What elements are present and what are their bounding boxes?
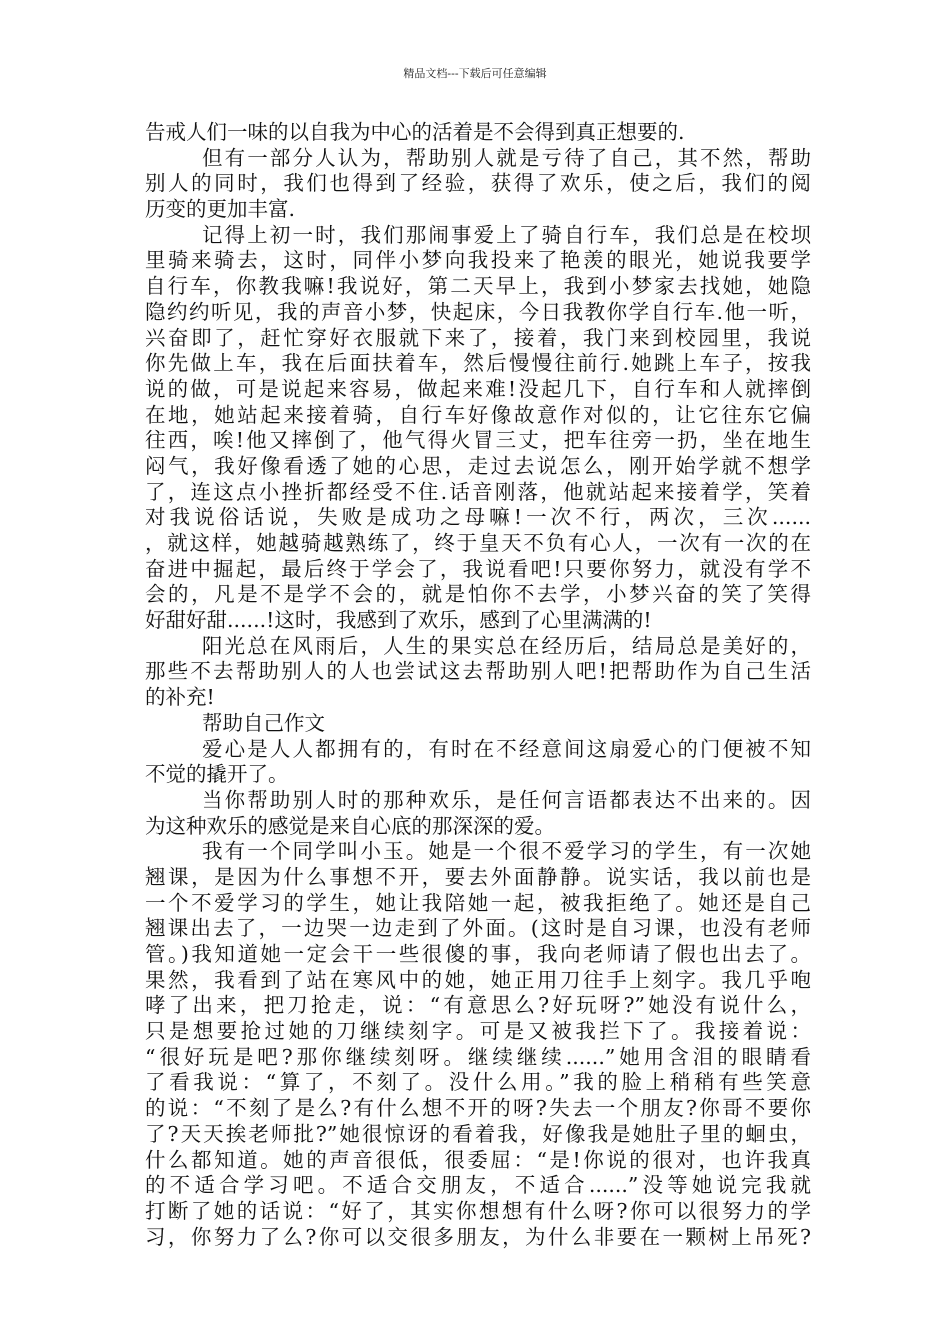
text-line: 管。)我知道她一定会干一些很傻的事，我向老师请了假也出去了。: [145, 942, 811, 966]
text-line: 别人的同时，我们也得到了经验，获得了欢乐，使之后，我们的阅: [145, 171, 811, 196]
text-line: 好甜好甜......!这时，我感到了欢乐，感到了心里满满的!: [145, 608, 652, 633]
text-line: 习，你努力了么?你可以交很多朋友，为什么非要在一颗树上吊死?: [145, 1224, 811, 1249]
text-line: “很好玩是吧?那你继续刻呀。继续继续......”她用含泪的眼睛看: [145, 1044, 811, 1069]
text-line: 说的做，可是说起来容易，做起来难!没起几下，自行车和人就摔倒: [145, 376, 811, 401]
text-line: 的说：“不刻了是么?有什么想不开的呀?失去一个朋友?你哥不要你: [145, 1096, 811, 1121]
text-line: 当你帮助别人时的那种欢乐，是任何言语都表达不出来的。因: [202, 787, 811, 812]
text-line: 会的，凡是不是学不会的，就是怕你不去学，小梦兴奋的笑了笑得: [145, 582, 811, 607]
text-line: 自行车，你教我嘛!我说好，第二天早上，我到小梦家去找她，她隐: [145, 274, 811, 299]
text-line: 哮了出来，把刀抢走，说：“有意思么?好玩呀?”她没有说什么，: [145, 993, 811, 1018]
text-line: 了，连这点小挫折都经受不住.话音刚落，他就站起来接着学，笑着: [145, 479, 811, 504]
text-line: 什么都知道。她的声音很低，很委屈：“是!你说的很对，也许我真: [145, 1147, 811, 1172]
text-line: 不觉的撬开了。: [145, 762, 289, 787]
text-line: 闷气，我好像看透了她的心思，走过去说怎么，刚开始学就不想学: [145, 453, 811, 478]
text-line: 兴奋即了，赶忙穿好衣服就下来了，接着，我门来到校园里，我说: [145, 325, 811, 350]
text-line: 里骑来骑去，这时，同伴小梦向我投来了艳羡的眼光，她说我要学: [145, 248, 811, 273]
text-line: 隐约约听见，我的声音小梦，快起床，今日我教你学自行车.他一听，: [145, 299, 811, 324]
text-line: 只是想要抢过她的刀继续刻字。可是又被我拦下了。我接着说：: [145, 1019, 811, 1044]
text-line: 往西，唉!他又摔倒了，他气得火冒三丈，把车往旁一扔，坐在地生: [145, 428, 811, 453]
text-line: 一个不爱学习的学生，她让我陪她一起，被我拒绝了。她还是自己: [145, 890, 811, 915]
text-line: 的补充!: [145, 685, 215, 710]
text-line: 为这种欢乐的感觉是来自心底的那深深的爱。: [145, 813, 555, 838]
text-line: 打断了她的话说：“好了，其实你想想有什么呀?你可以很努力的学: [145, 1198, 811, 1223]
text-line: 记得上初一时，我们那闹事爱上了骑自行车，我们总是在校坝: [202, 222, 811, 247]
text-line: 了?天天挨老师批?”她很惊讶的看着我，好像我是她肚子里的蛔虫，: [145, 1121, 811, 1146]
text-line: 对我说俗话说，失败是成功之母嘛!一次不行，两次，三次......: [145, 505, 811, 530]
text-line: 在地，她站起来接着骑，自行车好像故意作对似的，让它往东它偏: [145, 402, 811, 427]
text-line: 爱心是人人都拥有的，有时在不经意间这扇爱心的门便被不知: [202, 736, 811, 761]
text-line: ，就这样，她越骑越熟练了，终于皇天不负有心人，一次有一次的在: [145, 531, 811, 555]
text-line: 那些不去帮助别人的人也尝试这去帮助别人吧!把帮助作为自己生活: [145, 659, 811, 684]
document-body: [145, 120, 811, 1250]
text-line: 你先做上车，我在后面扶着车，然后慢慢往前行.她跳上车子，按我: [145, 351, 811, 376]
text-line: 翘课出去了，一边哭一边走到了外面。(这时是自习课，也没有老师: [145, 916, 811, 941]
text-line: 的不适合学习吧。不适合交朋友，不适合......”没等她说完我就: [145, 1173, 811, 1198]
text-line: 翘课，是因为什么事想不开，要去外面静静。说实话，我以前也是: [145, 864, 811, 889]
text-line: 奋进中掘起，最后终于学会了，我说看吧!只要你努力，就没有学不: [145, 556, 811, 581]
text-line: 告戒人们一味的以自我为中心的活着是不会得到真正想要的.: [145, 120, 685, 144]
text-line: 了看我说：“算了，不刻了。没什么用。”我的脸上稍稍有些笑意: [145, 1070, 811, 1095]
page-header: 精品文档---下载后可任意编辑: [403, 67, 547, 80]
text-line: 果然，我看到了站在寒风中的她，她正用刀往手上刻字。我几乎咆: [145, 967, 811, 992]
text-line: 历变的更加丰富.: [145, 197, 296, 222]
text-line: 我有一个同学叫小玉。她是一个很不爱学习的学生，有一次她: [202, 839, 811, 864]
text-line: 阳光总在风雨后，人生的果实总在经历后，结局总是美好的，: [202, 633, 811, 658]
text-line: 帮助自己作文: [202, 710, 325, 735]
text-line: 但有一部分人认为，帮助别人就是亏待了自己，其不然，帮助: [202, 145, 811, 170]
